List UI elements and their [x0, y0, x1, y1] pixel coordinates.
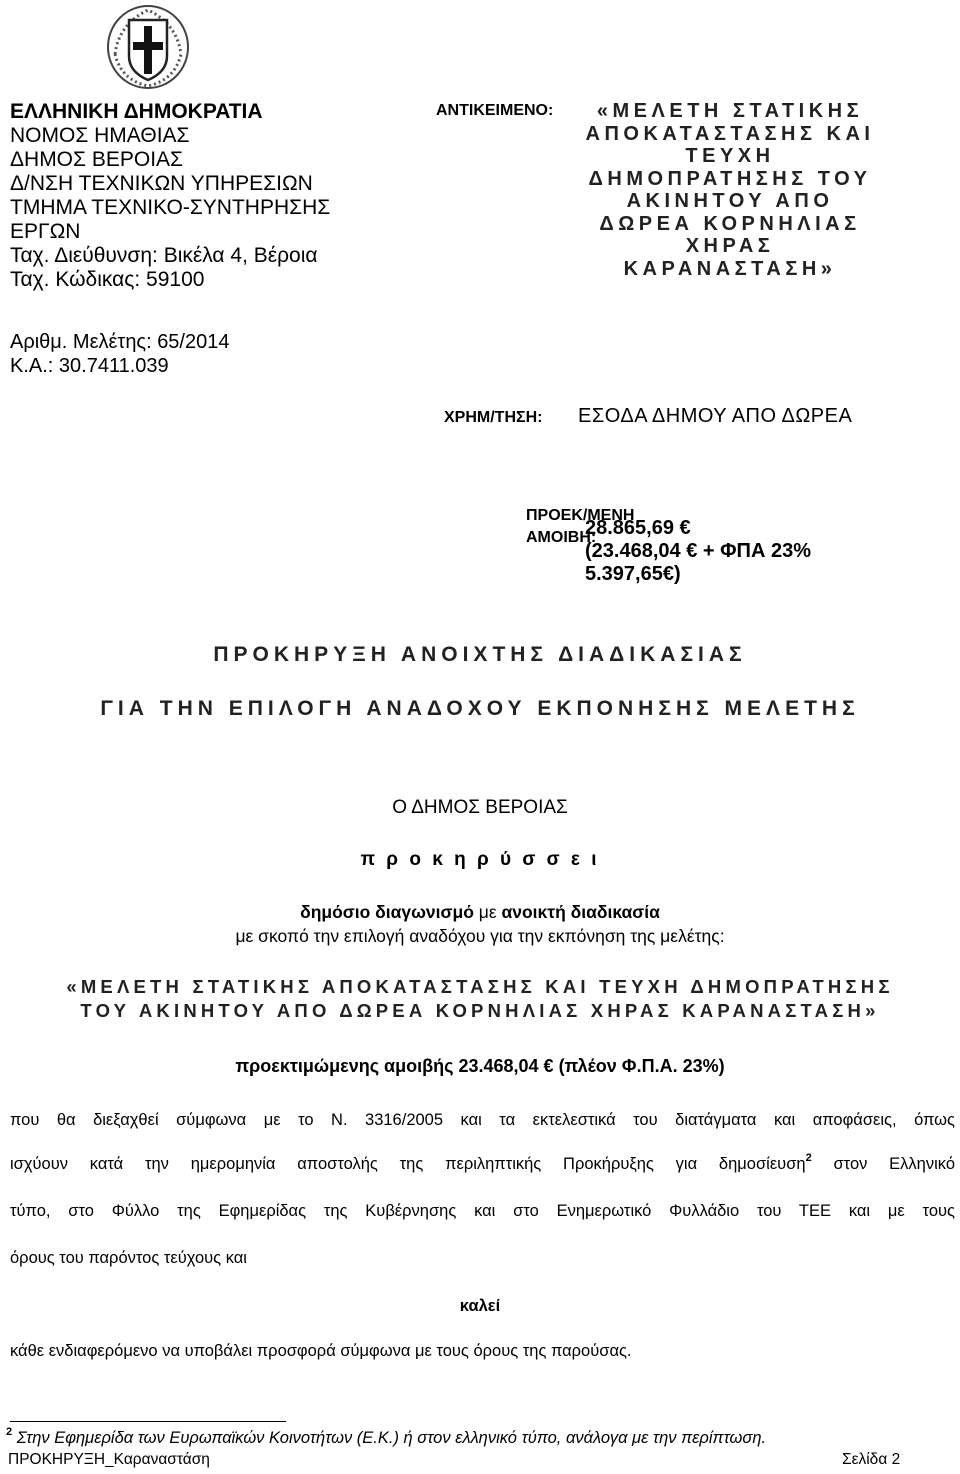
footnote-mark: 2 — [6, 1426, 13, 1438]
footnote — [6, 1426, 767, 1448]
fee-value — [585, 517, 811, 586]
study-meta — [10, 330, 229, 378]
subject-label: ΑΝΤΙΚΕΙΜΕΝΟ: — [436, 102, 554, 119]
fee-total: 28.865,69 € — [585, 517, 691, 539]
estimated-fee: προεκτιμώμενης αμοιβής 23.468,04 € (πλέον Φ.Π.Α. 23%) — [235, 1056, 725, 1076]
authority-line: Δ/ΝΣΗ ΤΕΧΝΙΚΩΝ ΥΠΗΡΕΣΙΩΝ — [10, 172, 313, 195]
subject-line: ΚΑΡΑΝΑΣΤΑΣΗ» — [623, 257, 837, 280]
subject-title — [560, 100, 900, 280]
authority-header — [10, 100, 410, 292]
subject-line: ΑΚΙΝΗΤΟΥ ΑΠΟ — [626, 190, 834, 212]
document-title: ΠΡΟΚΗΡΥΞΗ ΑΝΟΙΧΤΗΣ ΔΙΑΔΙΚΑΣΙΑΣ — [213, 643, 747, 666]
body-text: ισχύουν κατά την ημερομηνία αποστολής της περιληπτικής Προκήρυξης για δημοσίευση — [10, 1155, 806, 1173]
body-text: στον Ελληνικό — [811, 1155, 955, 1173]
body-paragraph: όρους του παρόντος τεύχους και — [10, 1249, 247, 1267]
fee-vat: 5.397,65€) — [585, 563, 681, 585]
footnote-rule — [10, 1421, 286, 1422]
subject-line: «ΜΕΛΕΤΗ ΣΤΑΤΙΚΗΣ — [596, 100, 864, 122]
tender-line — [0, 902, 960, 923]
authority-line: ΕΡΓΩΝ — [10, 220, 81, 243]
tender-connector: με — [473, 902, 502, 922]
funding-value: ΕΣΟΔΑ ΔΗΜΟΥ ΑΠΟ ΔΩΡΕΑ — [578, 405, 853, 427]
body-paragraph: τύπο, στο Φύλλο της Εφημερίδας της Κυβέρνησης και στο Ενημερωτικό Φυλλάδιο του ΤΕΕ και με τους — [10, 1202, 955, 1220]
subject-line: ΧΗΡΑΣ — [685, 235, 775, 257]
study-title-line: «ΜΕΛΕΤΗ ΣΤΑΤΙΚΗΣ ΑΠΟΚΑΤΑΣΤΑΣΗΣ ΚΑΙ ΤΕΥΧΗ ΔΗΜΟΠΡΑΤΗΣΗΣ — [66, 976, 894, 997]
document-subtitle: ΓΙΑ ΤΗΝ ΕΠΙΛΟΓΗ ΑΝΑΔΟΧΟΥ ΕΚΠΟΝΗΣΗΣ ΜΕΛΕΤΗΣ — [100, 697, 860, 720]
subject-line: ΔΩΡΕΑ ΚΟΡΝΗΛΙΑΣ — [599, 212, 861, 235]
purpose-line: με σκοπό την επιλογή αναδόχου για την εκπόνηση της μελέτης: — [235, 926, 725, 946]
funding-label: ΧΡΗΜ/ΤΗΣΗ: — [444, 409, 543, 426]
announces: π ρ ο κ η ρ ύ σ σ ε ι — [360, 849, 600, 870]
subject-line: ΔΗΜΟΠΡΑΤΗΣΗΣ ΤΟΥ — [588, 167, 872, 190]
study-title-line: ΤΟΥ ΑΚΙΝΗΤΟΥ ΑΠΟ ΔΩΡΕΑ ΚΟΡΝΗΛΙΑΣ ΧΗΡΑΣ ΚΑΡΑΝΑΣΤΑΣΗ» — [80, 1000, 880, 1021]
authority-line: ΔΗΜΟΣ ΒΕΡΟΙΑΣ — [10, 148, 184, 171]
authority-line: ΕΛΛΗΝΙΚΗ ΔΗΜΟΚΡΑΤΙΑ — [10, 100, 263, 123]
tender-procedure: ανοικτή διαδικασία — [501, 902, 660, 922]
study-number: Αριθμ. Μελέτης: 65/2014 — [10, 331, 230, 353]
body-paragraph: κάθε ενδιαφερόμενο να υποβάλει προσφορά σύμφωνα με τους όρους της παρούσας. — [10, 1342, 632, 1360]
authority-line: ΤΜΗΜΑ ΤΕΧΝΙΚΟ-ΣΥΝΤΗΡΗΣΗΣ — [10, 196, 331, 219]
subject-line: ΑΠΟΚΑΤΑΣΤΑΣΗΣ ΚΑΙ — [585, 122, 875, 145]
subject-line: ΤΕΥΧΗ — [685, 145, 775, 167]
footnote-reference: 2 — [805, 1152, 812, 1164]
fee-breakdown: (23.468,04 € + ΦΠΑ 23% — [585, 540, 811, 562]
fee-label-line: ΠΡΟΕΚ/ΜΕΝΗ — [526, 507, 635, 524]
fee-label-line: ΑΜΟΙΒΗ: — [526, 529, 597, 546]
body-paragraph — [10, 1152, 955, 1174]
budget-code: Κ.Α.: 30.7411.039 — [10, 355, 169, 377]
body-paragraph: που θα διεξαχθεί σύμφωνα με το Ν. 3316/2005 και τα εκτελεστικά του διατάγματα και αποφάσεις, όπως — [10, 1111, 955, 1129]
address: Ταχ. Διεύθυνση: Βικέλα 4, Βέροια — [10, 244, 318, 267]
footnote-text: Στην Εφημερίδα των Ευρωπαϊκών Κοινοτήτων (Ε.Κ.) ή στον ελληνικό τύπο, ανάλογα με την περίπτωση. — [12, 1429, 767, 1447]
postcode: Ταχ. Κώδικας: 59100 — [10, 268, 205, 291]
invites: καλεί — [459, 1297, 501, 1315]
municipality-name: Ο ΔΗΜΟΣ ΒΕΡΟΙΑΣ — [392, 797, 568, 818]
authority-line: ΝΟΜΟΣ ΗΜΑΘΙΑΣ — [10, 124, 190, 147]
footer-document-name: ΠΡΟΚΗΡΥΞΗ_Καραναστάση — [8, 1451, 210, 1468]
footer-page-number: Σελίδα 2 — [842, 1451, 901, 1468]
greek-coat-of-arms-icon — [105, 4, 191, 90]
tender-type: δημόσιο διαγωνισμό — [300, 902, 474, 922]
